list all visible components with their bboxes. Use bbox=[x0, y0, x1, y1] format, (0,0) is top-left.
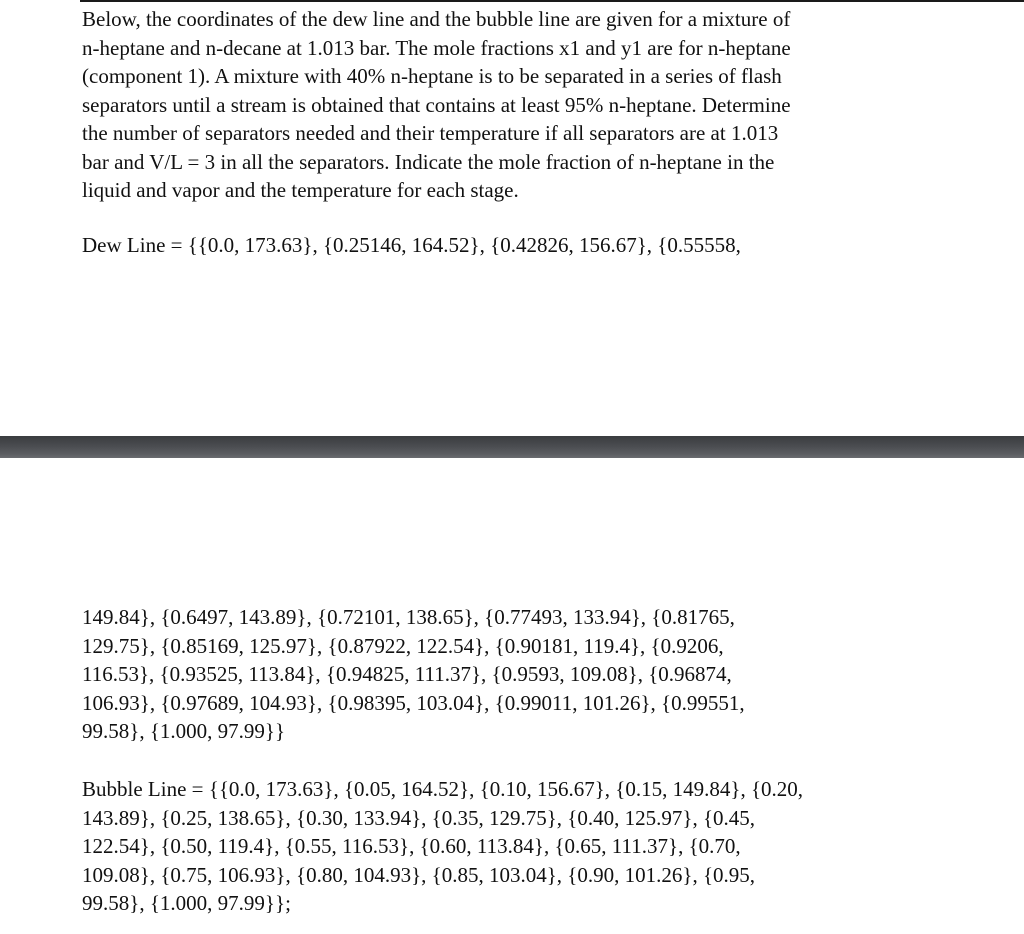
bubble-line-data: Bubble Line = {{0.0, 173.63}, {0.05, 164.52}, {0.10, 156.67}, {0.15, 149.84}, {0.20, 143.89}, {0.25, 138.65}, {0.30, 133.94}, {0.35, 129.75}, {0.40, 125.97}, {0.45, 122.54}, {0.50, 119.4}, {0.55, 116.53}, {0.60, 113.84}, {0.65, 111.37}, {0.70, 109.08}, {0.75, 106.93}, {0.80, 104.93}, {0.85, 103.04}, {0.90, 101.26}, {0.95, 99.58}, {1.000, 97.99}}; bbox=[82, 777, 804, 915]
dew-line-data-continued: 149.84}, {0.6497, 143.89}, {0.72101, 138.65}, {0.77493, 133.94}, {0.81765, 129.75}, {0.85169, 125.97}, {0.87922, 122.54}, {0.90181, 119.4}, {0.9206, 116.53}, {0.93525, 113.84}, {0.94825, 111.37}, {0.9593, 109.08}, {0.96874, 106.93}, {0.97689, 104.93}, {0.98395, 103.04}, {0.99011, 101.26}, {0.99551, 99.58}, {1.000, 97.99}} bbox=[82, 605, 745, 743]
problem-statement: Below, the coordinates of the dew line and the bubble line are given for a mixture of n-heptane and n-decane at 1.013 bar. The mole fractions x1 and y1 are for n-heptane (component 1). A mixture with 40% n-heptane is to be separated in a series of flash separators until a stream is obtained that contains at least 95% n-heptane. Determine the number of separators needed and their temperature if all separators are at 1.013 bar and V/L = 3 in all the separators. Indicate the mole fraction of n-heptane in the liquid and vapor and the temperature for each stage. bbox=[82, 7, 791, 202]
dew-line-data-start: Dew Line = {{0.0, 173.63}, {0.25146, 164.52}, {0.42826, 156.67}, {0.55558, bbox=[82, 233, 741, 257]
page-top-rule bbox=[80, 0, 1024, 2]
page-separator bbox=[0, 436, 1024, 458]
page-upper bbox=[0, 0, 1024, 436]
page-lower bbox=[0, 458, 1024, 934]
